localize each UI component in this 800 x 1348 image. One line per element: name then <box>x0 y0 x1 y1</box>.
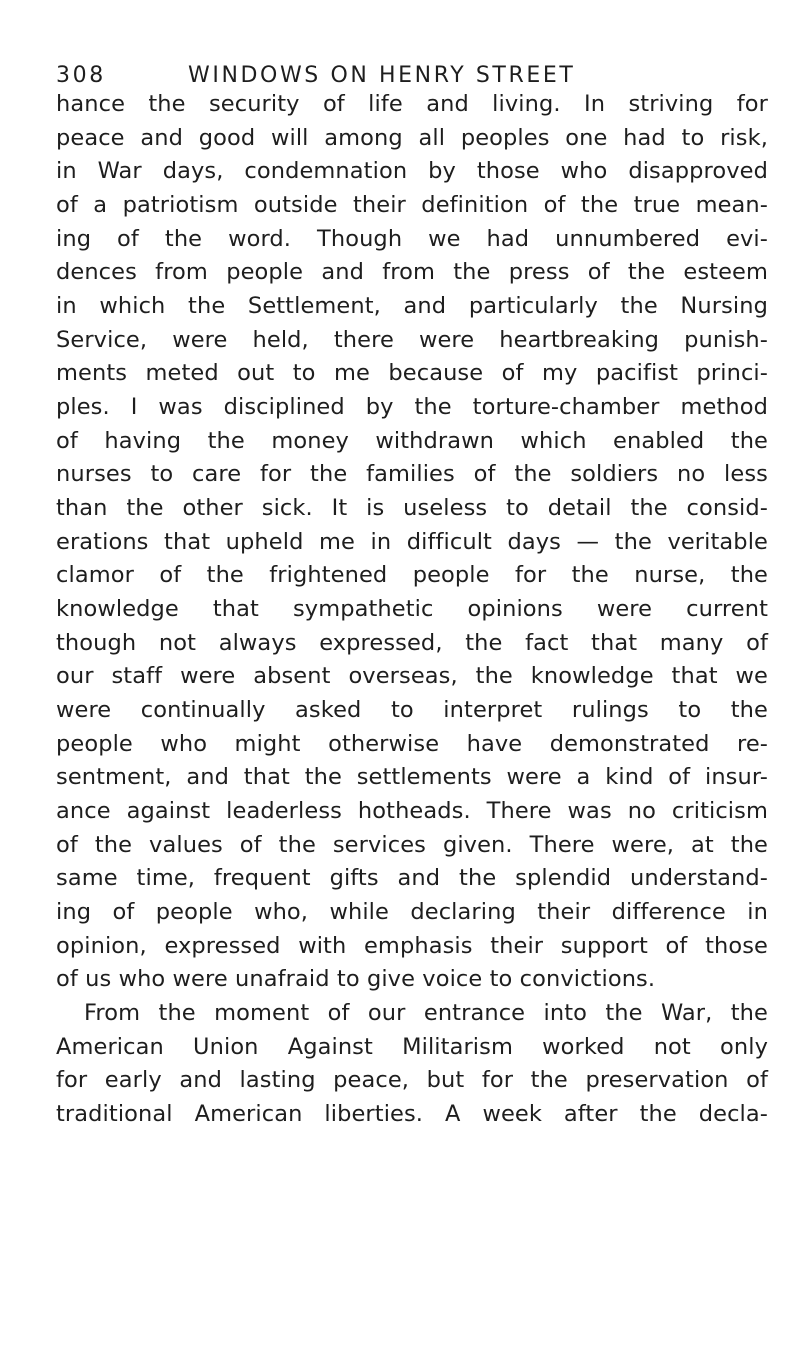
text-line: ples. I was disciplined by the torture-chamber method <box>56 394 768 421</box>
text-line: ing of the word. Though we had unnumbered evi- <box>56 225 768 252</box>
text-line: in War days, condemnation by those who disapproved <box>56 158 768 185</box>
text-line: were continually asked to interpret rulings to the <box>56 697 768 724</box>
text-line: than the other sick. It is useless to detail the consid- <box>56 495 768 522</box>
text-line: ing of people who, while declaring their difference in <box>56 899 768 926</box>
text-line: ance against leaderless hotheads. There was no criticism <box>56 798 768 825</box>
page-number: 308 <box>56 63 106 88</box>
text-line: our staff were absent overseas, the knowledge that we <box>56 663 768 690</box>
text-line: of a patriotism outside their definition of the true mean- <box>56 192 768 219</box>
text-line: of the values of the services given. There were, at the <box>56 831 768 858</box>
text-line: for early and lasting peace, but for the preservation of <box>56 1067 768 1094</box>
text-line: erations that upheld me in difficult days — the veritable <box>56 528 768 555</box>
text-line: nurses to care for the families of the soldiers no less <box>56 461 768 488</box>
text-line: Service, were held, there were heartbreaking punish- <box>56 326 768 353</box>
text-line: people who might otherwise have demonstrated re- <box>56 730 768 757</box>
running-title: WINDOWS ON HENRY STREET <box>188 63 576 88</box>
text-line: clamor of the frightened people for the nurse, the <box>56 562 768 589</box>
paragraph-end-line: of us who were unafraid to give voice to convictions. <box>56 966 656 993</box>
text-line: in which the Settlement, and particularly the Nursing <box>56 293 768 320</box>
text-line: peace and good will among all peoples one had to risk, <box>56 124 768 151</box>
paragraph-start-line: From the moment of our entrance into the War, the <box>84 1000 768 1027</box>
text-line: sentment, and that the settlements were a kind of insur- <box>56 764 768 791</box>
text-line: dences from people and from the press of the esteem <box>56 259 768 286</box>
text-line: ments meted out to me because of my pacifist princi- <box>56 360 768 387</box>
text-line: hance the security of life and living. In striving for <box>56 91 768 117</box>
text-line: American Union Against Militarism worked not only <box>56 1033 768 1060</box>
text-line: though not always expressed, the fact that many of <box>56 629 768 656</box>
text-line: opinion, expressed with emphasis their support of those <box>56 932 768 959</box>
text-line: of having the money withdrawn which enabled the <box>56 427 768 454</box>
text-line: knowledge that sympathetic opinions were current <box>56 596 768 623</box>
text-line: same time, frequent gifts and the splendid understand- <box>56 865 768 892</box>
body-text <box>56 88 768 1132</box>
text-line: traditional American liberties. A week after the decla- <box>56 1101 768 1128</box>
